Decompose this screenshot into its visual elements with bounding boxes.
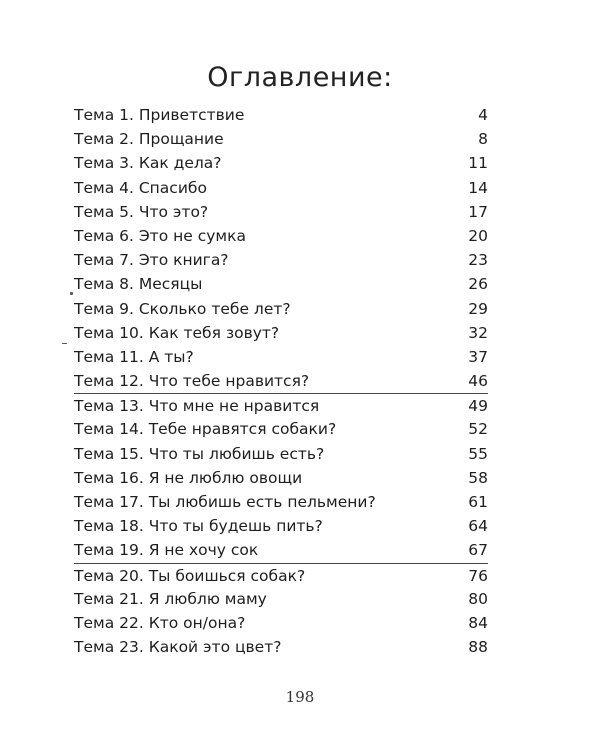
toc-entry-title: Тема 7. Это книга?	[74, 251, 229, 270]
toc-entry-page: 49	[468, 397, 488, 416]
toc-entry-page: 88	[468, 638, 488, 657]
page-number: 198	[285, 688, 315, 706]
toc-entry	[74, 369, 488, 393]
toc-entry-page: 32	[468, 323, 488, 342]
toc-entry	[74, 442, 488, 466]
toc-entry-title: Тема 2. Прощание	[74, 130, 224, 149]
toc-entry	[74, 393, 488, 417]
toc-entry-page: 76	[468, 566, 488, 585]
toc-entry-title: Тема 17. Ты любишь есть пельмени?	[74, 493, 376, 511]
toc-entry-page: 23	[468, 251, 488, 270]
toc-entry-title: Тема 12. Что тебе нравится?	[74, 372, 310, 391]
toc-entry-page: 80	[468, 589, 488, 608]
scan-speck	[70, 292, 73, 295]
toc-entry-page: 64	[468, 517, 488, 536]
toc-entry	[74, 611, 488, 635]
toc-entry	[74, 297, 488, 321]
toc-entry	[74, 224, 488, 248]
toc-entry-page: 55	[468, 444, 488, 463]
toc-entry	[74, 466, 488, 490]
toc-entry-title: Тема 3. Как дела?	[74, 154, 222, 173]
scan-speck	[62, 343, 67, 344]
toc-entry	[74, 176, 488, 200]
toc-entry-page: 46	[468, 372, 488, 391]
toc-entry-title: Тема 14. Тебе нравятся собаки?	[74, 420, 337, 439]
toc-entry	[74, 514, 488, 538]
toc-entry-page: 8	[478, 130, 488, 149]
toc-entry-title: Тема 1. Приветствие	[74, 106, 245, 124]
toc-entry-page: 26	[468, 275, 488, 294]
toc-entry	[74, 272, 488, 296]
toc-entry-title: Тема 13. Что мне не нравится	[74, 397, 320, 416]
toc-entry	[74, 417, 488, 441]
toc-entry-title: Тема 6. Это не сумка	[74, 226, 246, 245]
toc-entry-page: 11	[468, 154, 488, 173]
toc-entry	[74, 103, 488, 127]
toc-entry-page: 67	[468, 541, 488, 560]
toc-entry-page: 37	[468, 347, 488, 366]
toc-entry-title: Тема 20. Ты боишься собак?	[74, 566, 306, 585]
toc-entry-page: 17	[468, 202, 488, 221]
toc-entry-title: Тема 9. Сколько тебе лет?	[74, 299, 291, 318]
toc-entry	[74, 538, 488, 562]
toc-entry-title: Тема 4. Спасибо	[74, 178, 207, 197]
toc-entry-page: 29	[468, 299, 488, 318]
toc-entry-page: 61	[468, 493, 488, 511]
toc-entry	[74, 587, 488, 611]
toc-entry	[74, 345, 488, 369]
toc-entry	[74, 200, 488, 224]
toc-entry-page: 58	[468, 468, 488, 487]
toc-entry-page: 14	[468, 178, 488, 197]
toc-entry-title: Тема 15. Что ты любишь есть?	[74, 444, 325, 463]
toc-entry-title: Тема 8. Месяцы	[74, 275, 203, 294]
toc-entry	[74, 151, 488, 175]
toc-entry-page: 20	[468, 226, 488, 245]
toc-entry	[74, 490, 488, 514]
toc-entry	[74, 248, 488, 272]
toc-entry-title: Тема 23. Какой это цвет?	[74, 638, 282, 657]
toc-entry-title: Тема 22. Кто он/она?	[74, 613, 246, 632]
table-of-contents	[74, 103, 488, 659]
toc-entry-page: 4	[478, 106, 488, 124]
toc-entry-title: Тема 16. Я не люблю овощи	[74, 468, 303, 487]
toc-entry	[74, 321, 488, 345]
toc-entry-page: 84	[468, 613, 488, 632]
toc-entry-title: Тема 5. Что это?	[74, 202, 209, 221]
toc-entry-page: 52	[468, 420, 488, 439]
page-title: Оглавление:	[207, 62, 393, 93]
toc-entry	[74, 127, 488, 151]
toc-entry	[74, 563, 488, 587]
toc-entry-title: Тема 21. Я люблю маму	[74, 589, 267, 608]
toc-entry	[74, 635, 488, 659]
toc-entry-title: Тема 10. Как тебя зовут?	[74, 323, 280, 342]
toc-entry-title: Тема 19. Я не хочу сок	[74, 541, 259, 560]
toc-entry-title: Тема 11. А ты?	[74, 347, 194, 366]
toc-entry-title: Тема 18. Что ты будешь пить?	[74, 517, 323, 536]
